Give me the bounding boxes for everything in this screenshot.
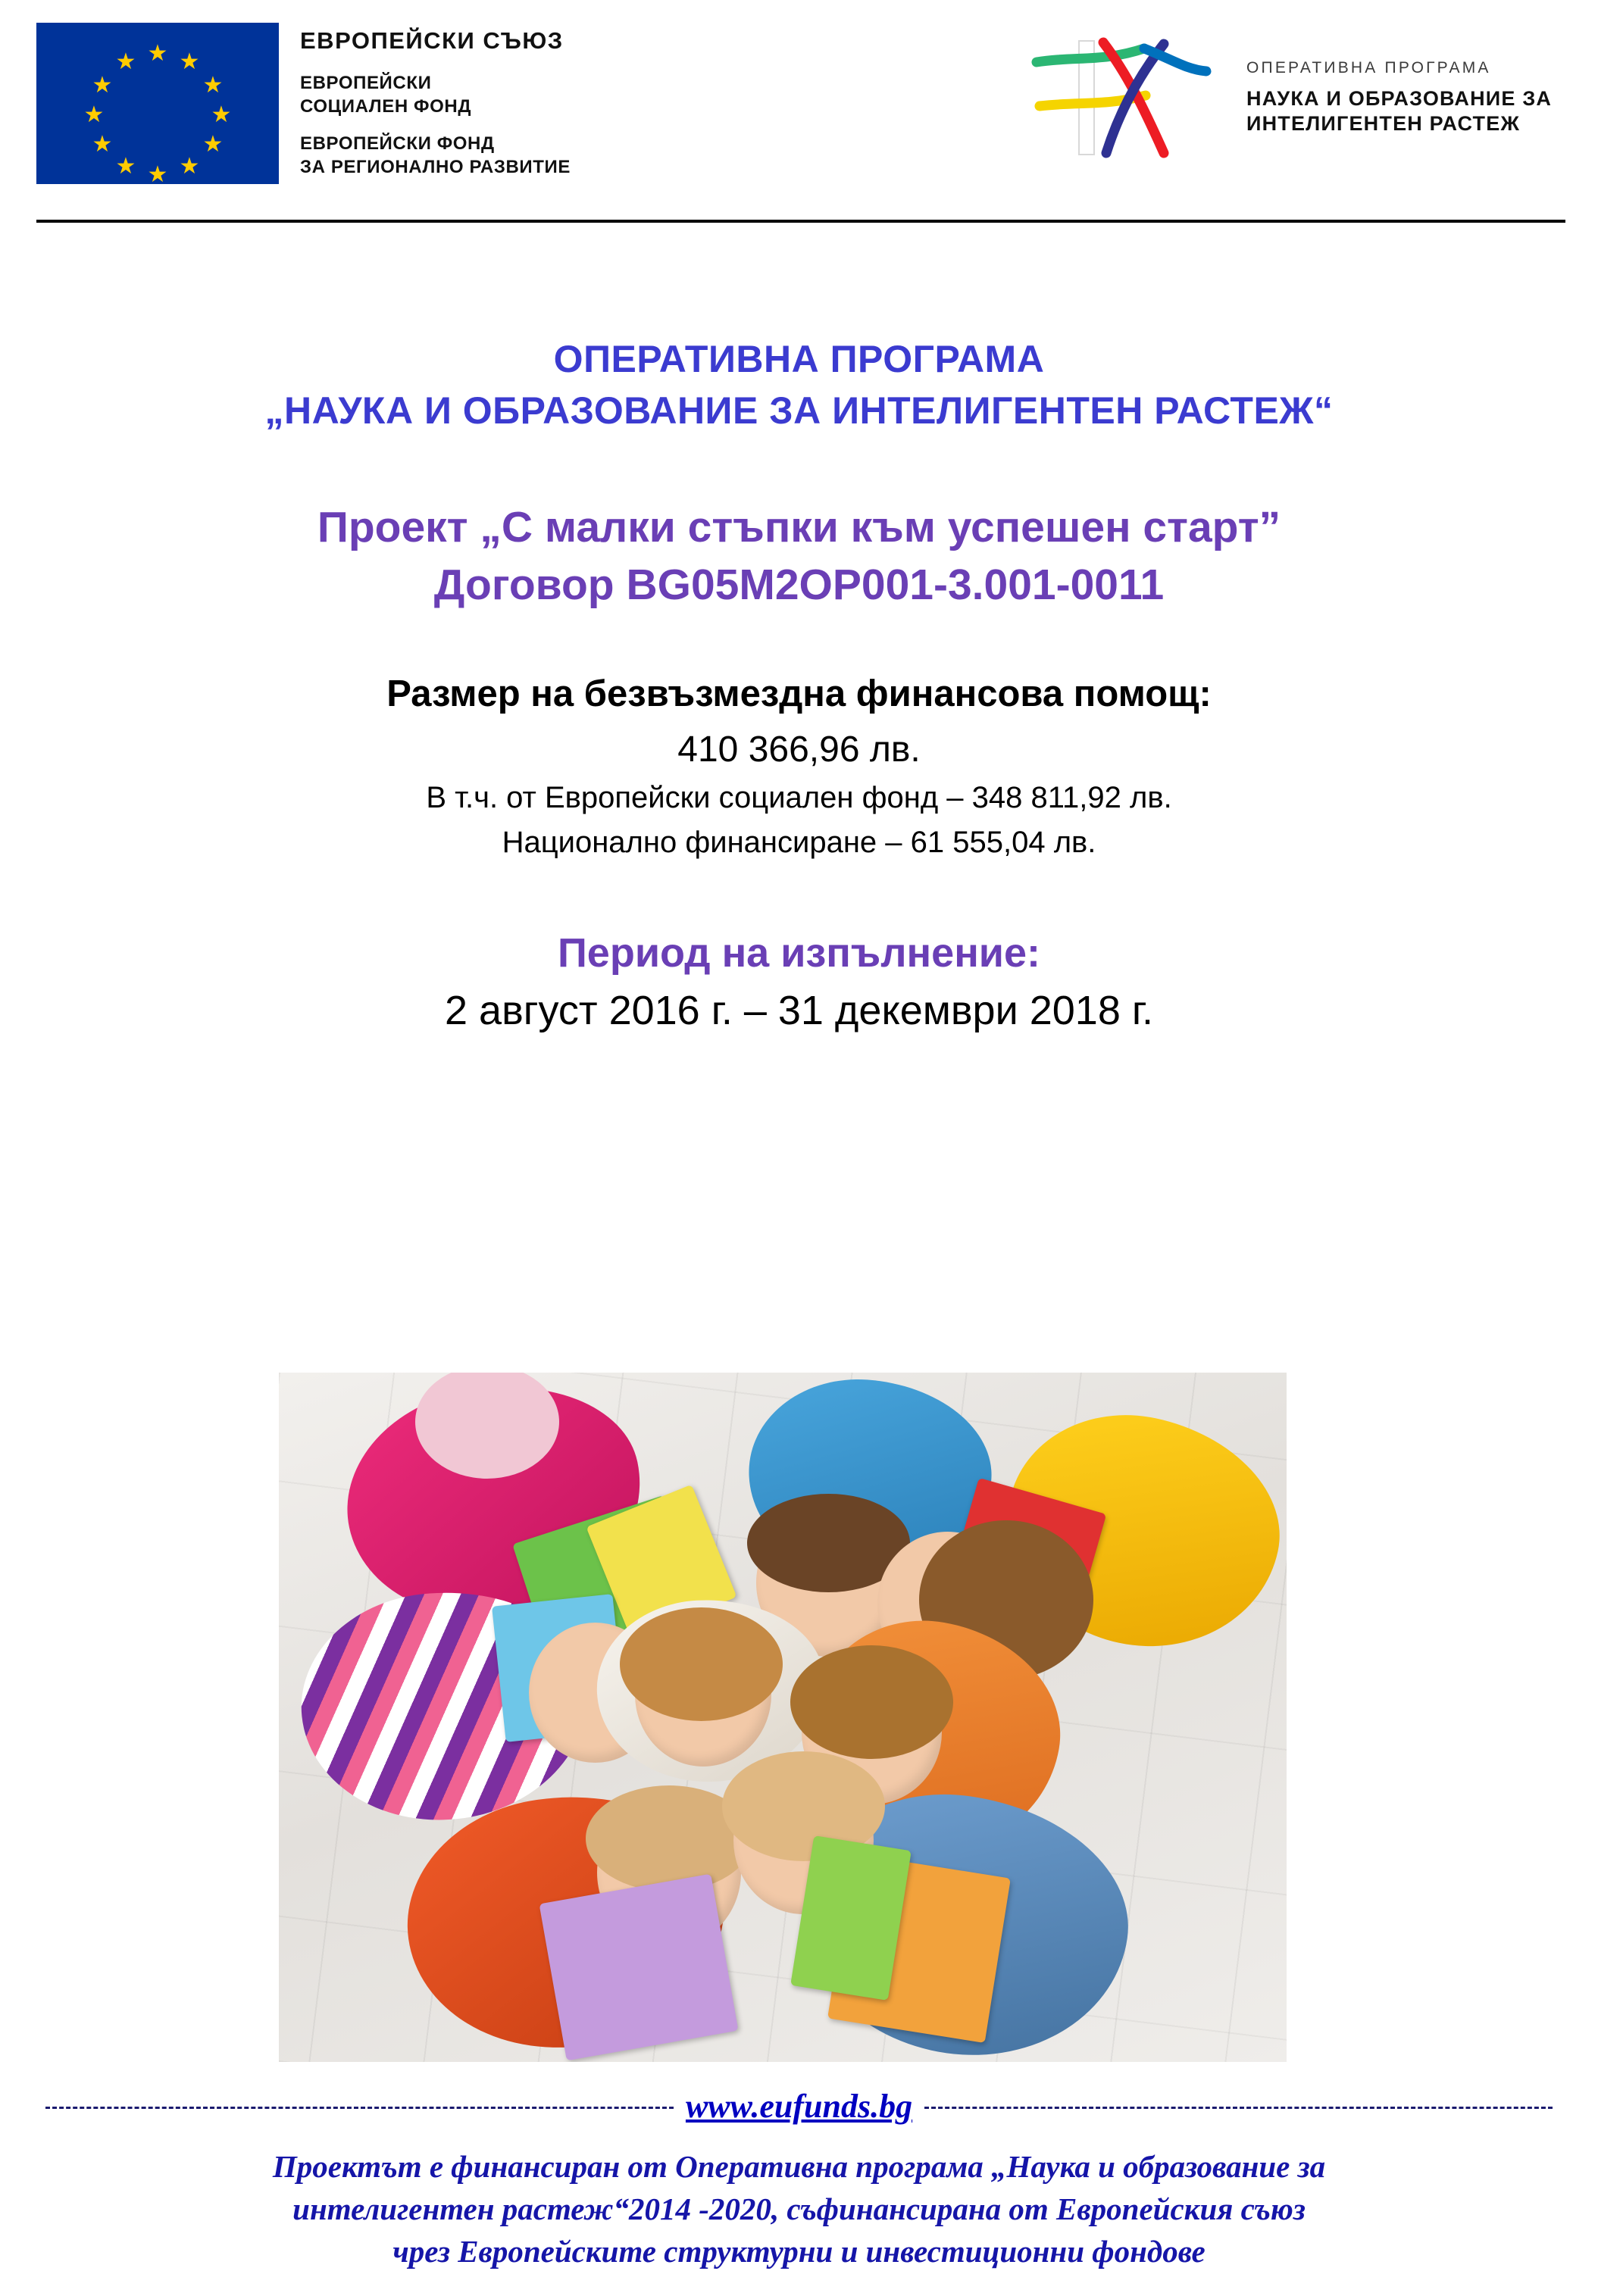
children-photo: [279, 1373, 1287, 2062]
op-logo-big-line1: НАУКА И ОБРАЗОВАНИЕ ЗА: [1246, 87, 1553, 110]
eu-social-fund-label: [300, 71, 571, 118]
header-divider: [36, 220, 1565, 223]
grant-esf-share: В т.ч. от Европейски социален фонд – 348 811,92 лв.: [426, 781, 1172, 814]
photo-child-center-hair: [620, 1607, 783, 1721]
main-content: [0, 333, 1598, 1034]
op-logo-block: [1030, 36, 1552, 161]
photo-notebook-purple: [539, 1874, 739, 2061]
period-title: Период на изпълнение:: [557, 930, 1041, 976]
eu-logo-text: [300, 23, 571, 179]
op-logo-small-label: ОПЕРАТИВНА ПРОГРАМА: [1246, 59, 1491, 77]
document-footer: [0, 2087, 1598, 2273]
grant-amount: 410 366,96 лв.: [677, 729, 921, 770]
footer-dash-left: [45, 2107, 674, 2109]
eu-logo-block: [36, 23, 571, 187]
program-title-line1: ОПЕРАТИВНА ПРОГРАМА: [553, 338, 1045, 380]
eu-regional-fund-line1: ЕВРОПЕЙСКИ ФОНД: [300, 133, 495, 154]
footer-disclaimer-line1: Проектът е финансиран от Оперативна програма „Наука и образование за: [272, 2149, 1326, 2184]
grant-title: Размер на безвъзмездна финансова помощ:: [386, 673, 1212, 714]
grant-national-share: Национално финансиране – 61 555,04 лв.: [502, 826, 1096, 859]
footer-divider-row: [0, 2087, 1598, 2126]
project-title: [0, 498, 1598, 614]
document-header: [0, 0, 1598, 216]
contract-number: Договор BG05M2OP001-3.001-0011: [433, 561, 1165, 609]
op-program-mark-icon: [1030, 36, 1231, 161]
op-logo-text: [1246, 36, 1552, 136]
footer-disclaimer-line2: интелигентен растеж“2014 -2020, съфинансирана от Европейския съюз: [292, 2191, 1306, 2226]
footer-dash-right: [924, 2107, 1553, 2109]
photo-child-orange-hair: [790, 1645, 953, 1759]
eu-social-fund-line1: ЕВРОПЕЙСКИ: [300, 73, 432, 93]
eu-flag-icon: ★ ★ ★ ★ ★ ★ ★ ★ ★ ★ ★ ★: [36, 23, 279, 184]
program-title: [0, 333, 1598, 436]
program-title-line2: „НАУКА И ОБРАЗОВАНИЕ ЗА ИНТЕЛИГЕНТЕН РАСТЕЖ“: [264, 389, 1334, 432]
footer-disclaimer-line3: чрез Европейските структурни и инвестиционни фондове: [392, 2234, 1206, 2269]
period-dates: 2 август 2016 г. – 31 декември 2018 г.: [445, 988, 1153, 1033]
footer-disclaimer: [0, 2145, 1598, 2273]
eu-regional-fund-label: [300, 132, 571, 179]
eu-social-fund-line2: СОЦИАЛЕН ФОНД: [300, 96, 472, 117]
eu-union-label: ЕВРОПЕЙСКИ СЪЮЗ: [300, 27, 564, 54]
op-logo-big-line2: ИНТЕЛИГЕНТЕН РАСТЕЖ: [1246, 112, 1521, 135]
eu-regional-fund-line2: ЗА РЕГИОНАЛНО РАЗВИТИЕ: [300, 157, 571, 177]
eufunds-website-link[interactable]: www.eufunds.bg: [685, 2088, 913, 2125]
project-name: Проект „С малки стъпки към успешен старт”: [317, 503, 1281, 551]
